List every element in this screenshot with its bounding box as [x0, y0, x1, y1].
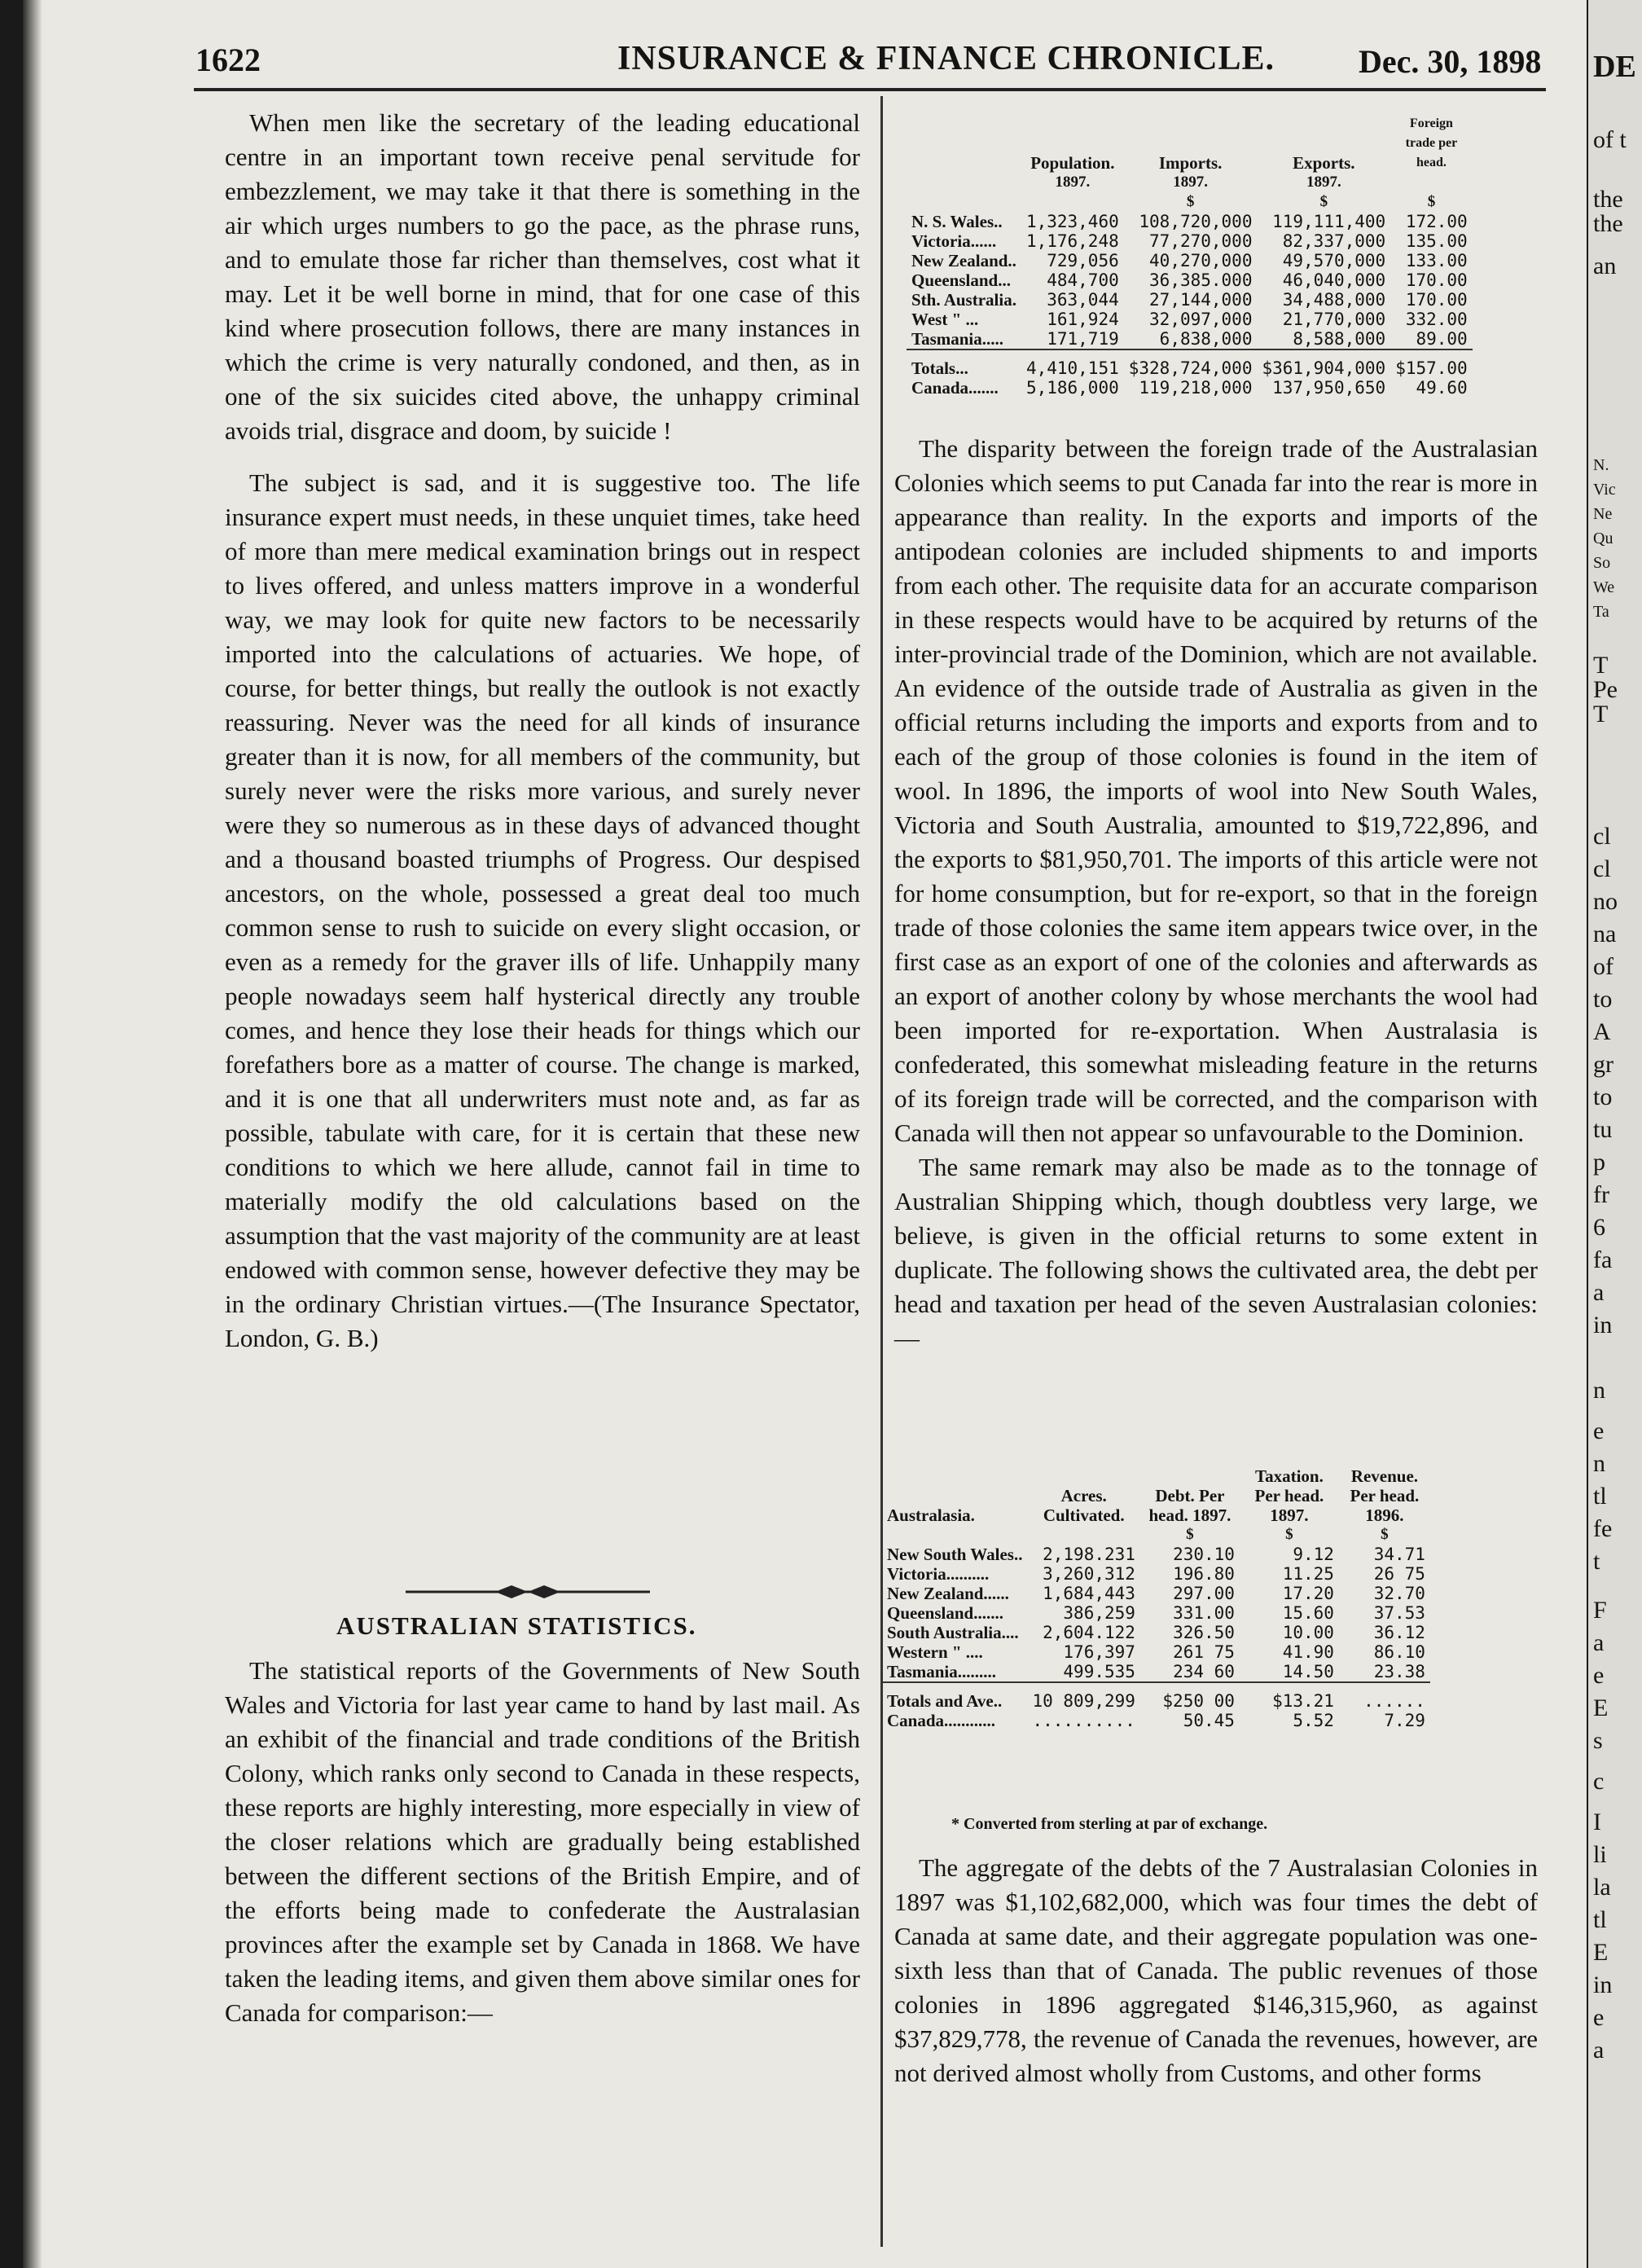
table-cell: ..........	[1032, 1711, 1135, 1730]
table-cell: 119,111,400	[1272, 212, 1386, 231]
table-cell: 27,144,000	[1149, 290, 1253, 310]
next-page-fragment: Ne	[1593, 505, 1613, 523]
trade-table-header	[907, 114, 1473, 173]
next-page-fragment: Ta	[1593, 603, 1609, 621]
table-cell: 108,720,000	[1139, 212, 1253, 231]
next-page-fragment: n	[1593, 1377, 1605, 1404]
table-row	[882, 1564, 1430, 1584]
table-unit	[1027, 1525, 1139, 1545]
table-subheader: 1897.	[1173, 174, 1208, 191]
table-cell: 14.50	[1282, 1662, 1334, 1681]
table-unit: $	[1186, 193, 1195, 210]
table-cell: New Zealand......	[887, 1584, 1009, 1603]
next-page-fragment: e	[1593, 1662, 1605, 1689]
table-cell: $328,724,000	[1124, 349, 1258, 378]
table-cell: Victoria......	[911, 231, 997, 251]
table-row	[907, 251, 1473, 270]
trade-table-subheader	[907, 173, 1473, 192]
table-cell: 32.70	[1373, 1584, 1425, 1603]
table-cell: $13.21	[1240, 1682, 1339, 1711]
next-page-fragment: DE	[1593, 50, 1636, 84]
next-page-fragment: E	[1593, 1939, 1609, 1966]
next-page-fragment: a	[1593, 1629, 1605, 1656]
table-row	[882, 1623, 1430, 1642]
table-cell: 176,397	[1063, 1642, 1135, 1662]
table-cell: 196.80	[1173, 1564, 1235, 1584]
table-cell: 3,260,312	[1043, 1564, 1135, 1584]
table-cell: 11.25	[1282, 1564, 1334, 1584]
table-header: Foreign trade per head.	[1405, 116, 1458, 169]
table-row-totals	[882, 1682, 1430, 1711]
table-cell: 133.00	[1405, 251, 1468, 270]
paragraph-embezzlement: When men like the secretary of the leading educational centre in an important town receive penal servitude for embezzlement, we may take it that there is something in the air which urges numbers to go the pace, as the phrase runs, and to emulate those far richer than themselves, cost what it may. Let it be well borne in mind, that for one case of this kind where prosecution follows, there are many instances in which the crime is very naturally condoned, and then, as in one of the six suicides cited above, the unhappy criminal avoids trial, disgrace and doom, by suicide !	[225, 108, 860, 445]
table-header: Debt. Per head. 1897.	[1148, 1486, 1232, 1525]
table-cell: 1,176,248	[1025, 231, 1119, 251]
table-cell: 230.10	[1173, 1545, 1235, 1564]
table-header: Acres. Cultivated.	[1043, 1486, 1125, 1525]
adjacent-page-fragment	[1588, 0, 1642, 2268]
table-unit: $	[1186, 1526, 1194, 1543]
table-unit	[1021, 192, 1124, 212]
table-cell: 2,198.231	[1043, 1545, 1135, 1564]
table-cell: 170.00	[1405, 290, 1468, 310]
table-cell: 484,700	[1047, 270, 1119, 290]
table-row-totals	[907, 349, 1473, 378]
next-page-fragment: tu	[1593, 1116, 1613, 1143]
paragraph-tonnage: The same remark may also be made as to the tonnage of Australian Shipping which, though doubtless very large, we believe, is given in the official returns to some extent in duplicate. The following shows the cultivated area, the debt per head and taxation per head of the seven Australasian colonies:—	[894, 1153, 1538, 1352]
table-cell: 86.10	[1373, 1642, 1425, 1662]
next-page-fragment: na	[1593, 921, 1617, 947]
next-page-fragment: in	[1593, 1971, 1613, 1998]
table-row	[882, 1662, 1430, 1682]
next-page-fragment: e	[1593, 1418, 1605, 1444]
table-cell: 119,218,000	[1139, 378, 1253, 398]
next-page-fragment: Qu	[1593, 530, 1613, 547]
table-cell: Queensland.......	[887, 1603, 1003, 1623]
table-cell: 171,719	[1047, 329, 1119, 349]
table-cell: 170.00	[1405, 270, 1468, 290]
table-cell: New Zealand..	[911, 251, 1016, 270]
next-page-fragment: n	[1593, 1450, 1605, 1477]
table-cell: 6,838,000	[1159, 329, 1253, 349]
table-cell: 82,337,000	[1282, 231, 1386, 251]
table-cell: 7.29	[1384, 1711, 1425, 1730]
table-subheader	[1390, 173, 1473, 192]
table-cell: 363,044	[1047, 290, 1119, 310]
table-cell: 2,604.122	[1043, 1623, 1135, 1642]
next-page-fragment: Pe	[1593, 676, 1618, 703]
paragraph-suggestive: The subject is sad, and it is suggestive too. The life insurance expert must needs, in these unquiet times, take heed of more than mere medical examination brings out in respect to lives offered, and unless matters improve in a wonderful way, we may look for quite new factors to be necessarily imported into the calculations of actuaries. We hope, of course, for better things, but really the outlook is not exactly reassuring. Never was the need for all kinds of insurance greater than it is now, for all members of the community, but surely never were the risks more various, and surely never were they so numerous as in these days of advanced thought and a thousand boasted triumphs of Progress. Our despised ancestors, on the whole, possessed a great deal too much common sense to rush to suicide on every slight occasion, or even as a remedy for the graver ills of life. Unhappily many people nowadays seem half hysterical directly any trouble comes, and hence they lose their heads for things which our forefathers bore as a matter of course. The change is marked, and it is one that all underwriters must note and, as far as possible, tabulate with care, for it is certain that these new conditions to which we here allude, cannot fail in time to materially modify the old calculations based on the assumption that the vast majority of the community are at least endowed with common sense, however defective they may be in the ordinary Christian virtues.—(The Insurance Spectator, London, G. B.)	[225, 468, 860, 1352]
table-footnote: * Converted from sterling at par of exchange.	[951, 1815, 1268, 1833]
table-cell: 261 75	[1173, 1642, 1235, 1662]
table-cell: 326.50	[1173, 1623, 1235, 1642]
next-page-fragment: la	[1593, 1874, 1611, 1901]
next-page-fragment: a	[1593, 2037, 1605, 2064]
section-ornament	[406, 1582, 650, 1602]
table-cell: 41.90	[1282, 1642, 1334, 1662]
australian-statistics-text	[225, 1654, 860, 2030]
next-page-fragment: no	[1593, 888, 1618, 915]
table-cell: Canada.......	[911, 378, 999, 398]
table-header: Population.	[1030, 153, 1115, 173]
table-cell: Sth. Australia.	[911, 290, 1016, 310]
table-row	[882, 1584, 1430, 1603]
next-page-fragment: tl	[1593, 1906, 1607, 1933]
next-page-fragment: fa	[1593, 1246, 1613, 1273]
table-cell: Victoria..........	[887, 1564, 990, 1584]
paragraph-statistical-reports: The statistical reports of the Governments of New South Wales and Victoria for last year came to hand by last mail. As an exhibit of the financial and trade conditions of the British Colony, which ranks only second to Canada in these respects, these reports are highly interesting, more especially in view of the closer relations which are gradually being established between the different sections of the British Empire, and of the efforts being made to confederate the Australasian provinces after the example set by Canada in 1868. We have taken the leading items, and given them above similar ones for Canada for comparison:—	[225, 1656, 860, 2027]
next-page-fragment: li	[1593, 1841, 1607, 1868]
next-page-fragment: the	[1593, 210, 1623, 237]
table-cell: 5,186,000	[1025, 378, 1119, 398]
table-cell: South Australia....	[887, 1623, 1019, 1642]
table-cell: 331.00	[1173, 1603, 1235, 1623]
next-page-fragment: c	[1593, 1768, 1605, 1795]
table-cell: West " ...	[911, 310, 979, 329]
table-cell: Queensland...	[911, 270, 1011, 290]
table-cell: 36,385.000	[1149, 270, 1253, 290]
table-subheader	[907, 173, 1021, 192]
right-column-text	[894, 432, 1538, 1356]
next-page-fragment: N.	[1593, 456, 1609, 474]
next-page-fragment: We	[1593, 578, 1615, 596]
table-cell: 1,684,443	[1043, 1584, 1135, 1603]
table-cell: 21,770,000	[1282, 310, 1386, 329]
table-cell: 729,056	[1047, 251, 1119, 270]
table-cell: 49.60	[1416, 378, 1468, 398]
table-cell: 386,259	[1063, 1603, 1135, 1623]
next-page-fragment: F	[1593, 1597, 1607, 1624]
right-column-closing	[894, 1851, 1538, 2090]
table-row	[907, 212, 1473, 231]
next-page-fragment: A	[1593, 1018, 1611, 1045]
table-unit: $	[1427, 193, 1436, 210]
next-page-fragment: to	[1593, 986, 1613, 1013]
table-subheader: 1897.	[1306, 174, 1341, 191]
next-page-fragment: cl	[1593, 855, 1611, 882]
table-cell: Canada............	[887, 1711, 996, 1730]
publication-title: INSURANCE & FINANCE CHRONICLE.	[617, 40, 1275, 77]
next-page-fragment: of t	[1593, 126, 1627, 153]
table-row-canada	[882, 1711, 1430, 1730]
next-page-fragment: T	[1593, 701, 1609, 727]
table-row	[882, 1603, 1430, 1623]
next-page-fragment: a	[1593, 1279, 1605, 1306]
table-cell: 17.20	[1282, 1584, 1334, 1603]
left-column	[225, 106, 860, 1356]
table-header: Revenue. Per head. 1896.	[1350, 1466, 1420, 1525]
next-page-fragment: e	[1593, 2004, 1605, 2031]
table-unit	[907, 192, 1021, 212]
table-cell: 89.00	[1416, 329, 1468, 349]
table-cell: 137,950,650	[1272, 378, 1386, 398]
table-cell: 10 809,299	[1027, 1682, 1139, 1711]
table-subheader: 1897.	[1055, 174, 1091, 191]
next-page-fragment: of	[1593, 953, 1613, 980]
trade-table-units	[907, 192, 1473, 212]
table-cell: 77,270,000	[1149, 231, 1253, 251]
table-row	[907, 310, 1473, 329]
table-cell: $250 00	[1140, 1682, 1240, 1711]
table-cell: 172.00	[1405, 212, 1468, 231]
table-cell: Totals...	[907, 349, 1021, 378]
next-page-fragment: T	[1593, 652, 1609, 679]
header-rule	[194, 88, 1546, 91]
table-row	[907, 329, 1473, 349]
table-row	[907, 290, 1473, 310]
table-unit	[882, 1525, 1027, 1545]
table-header: Imports.	[1158, 153, 1223, 173]
table-cell: 32,097,000	[1149, 310, 1253, 329]
table-header: Exports.	[1293, 153, 1355, 173]
next-page-fragment: p	[1593, 1149, 1605, 1176]
table-unit: $	[1285, 1526, 1293, 1543]
table-cell: 234 60	[1173, 1662, 1235, 1681]
table-cell: 34,488,000	[1282, 290, 1386, 310]
next-page-fragment: the	[1593, 186, 1623, 213]
table-cell: 5.52	[1293, 1711, 1334, 1730]
table-row	[907, 270, 1473, 290]
next-page-fragment: to	[1593, 1083, 1613, 1110]
table-header: Australasia.	[887, 1505, 975, 1525]
table-cell: 36.12	[1373, 1623, 1425, 1642]
next-page-fragment: Vic	[1593, 481, 1616, 499]
next-page-fragment: cl	[1593, 823, 1611, 850]
table-cell: 297.00	[1173, 1584, 1235, 1603]
table-cell: 49,570,000	[1282, 251, 1386, 270]
table-cell: 15.60	[1282, 1603, 1334, 1623]
table-cell: Tasmania.........	[887, 1662, 997, 1681]
table-row	[882, 1642, 1430, 1662]
next-page-fragment: So	[1593, 554, 1611, 572]
table-cell: 332.00	[1405, 310, 1468, 329]
table-cell: 37.53	[1373, 1603, 1425, 1623]
colonies-table-header	[882, 1466, 1430, 1525]
issue-date: Dec. 30, 1898	[1359, 43, 1542, 80]
table-unit: $	[1381, 1526, 1389, 1543]
table-cell: 499.535	[1063, 1662, 1135, 1681]
next-page-fragment: s	[1593, 1727, 1603, 1754]
colonies-table-units	[882, 1525, 1430, 1545]
section-heading-australian-statistics: AUSTRALIAN STATISTICS.	[336, 1611, 697, 1640]
table-row	[907, 231, 1473, 251]
newspaper-page	[23, 0, 1587, 2268]
table-row-canada	[907, 378, 1473, 398]
table-cell: 50.45	[1183, 1711, 1235, 1730]
table-cell: 8,588,000	[1293, 329, 1386, 349]
next-page-fragment: E	[1593, 1694, 1609, 1721]
table-cell: 10.00	[1282, 1623, 1334, 1642]
table-cell: 26 75	[1373, 1564, 1425, 1584]
page-edge-shadow	[23, 0, 42, 2268]
table-header	[907, 114, 1021, 173]
next-page-fragment: tl	[1593, 1483, 1607, 1510]
table-cell: 46,040,000	[1282, 270, 1386, 290]
next-page-fragment: fr	[1593, 1181, 1609, 1208]
table-cell: ......	[1339, 1682, 1430, 1711]
table-cell: 23.38	[1373, 1662, 1425, 1681]
next-page-fragment: 6	[1593, 1214, 1605, 1241]
next-page-fragment: fe	[1593, 1515, 1613, 1542]
table-header: Taxation. Per head. 1897.	[1254, 1466, 1324, 1525]
table-cell: 40,270,000	[1149, 251, 1253, 270]
next-page-fragment: an	[1593, 253, 1617, 279]
table-cell: 1,323,460	[1025, 212, 1119, 231]
next-page-fragment: t	[1593, 1548, 1600, 1575]
paragraph-disparity: The disparity between the foreign trade of the Australasian Colonies which seems to put Canada far into the rear is more in appearance than reality. In the exports and imports of the antipodean colonies are included shipments to and imports from each other. The requisite data for an accurate comparison in these respects would have to be acquired by returns of the inter-provincial trade of the Dominion, which are not available. An evidence of the outside trade of Australia as given in the official returns including the imports and exports from and to each of the group of those colonies is found in the item of wool. In 1896, the imports of wool into New South Wales, Victoria and South Australia, amounted to $19,722,896, and the exports to $81,950,701. The imports of this article were not for home consumption, but for re-export, so that in the foreign trade of those colonies the same item appears twice over, in the first case as an export of one of the colonies and afterwards as an export of another colony by whose merchants the wool had been imported for re-exportation. When Australasia is confederated, this somewhat misleading feature in the returns of its foreign trade will be corrected, and the comparison with Canada will then not appear so unfavourable to the Dominion.	[894, 434, 1538, 1147]
column-divider	[880, 96, 883, 2247]
table-cell: New South Wales..	[887, 1545, 1023, 1564]
table-cell: Tasmania.....	[911, 329, 1004, 349]
table-cell: Totals and Ave..	[882, 1682, 1027, 1711]
table-cell: 4,410,151	[1021, 349, 1124, 378]
table-cell: Western " ....	[887, 1642, 983, 1662]
page-number: 1622	[195, 42, 261, 78]
colonies-table	[882, 1466, 1430, 1730]
table-cell: $157.00	[1390, 349, 1473, 378]
table-unit: $	[1319, 193, 1328, 210]
table-cell: 135.00	[1405, 231, 1468, 251]
table-cell: 34.71	[1373, 1545, 1425, 1564]
next-page-fragment: in	[1593, 1312, 1613, 1338]
table-row	[882, 1545, 1430, 1564]
paragraph-aggregate-debts: The aggregate of the debts of the 7 Australasian Colonies in 1897 was $1,102,682,000, which was four times the debt of Canada at same date, and their aggregate population was one-sixth less than that of Canada. The public revenues of those colonies in 1896 aggregated $146,315,960, as against $37,829,778, the revenue of Canada the revenues, however, are not derived almost wholly from Customs, and other forms	[894, 1853, 1538, 2087]
table-cell: 161,924	[1047, 310, 1119, 329]
next-page-fragment: I	[1593, 1809, 1601, 1835]
next-page-fragment: gr	[1593, 1051, 1613, 1078]
table-cell: N. S. Wales..	[911, 212, 1003, 231]
trade-table	[907, 114, 1473, 398]
table-cell: $361,904,000	[1257, 349, 1390, 378]
table-cell: 9.12	[1293, 1545, 1334, 1564]
